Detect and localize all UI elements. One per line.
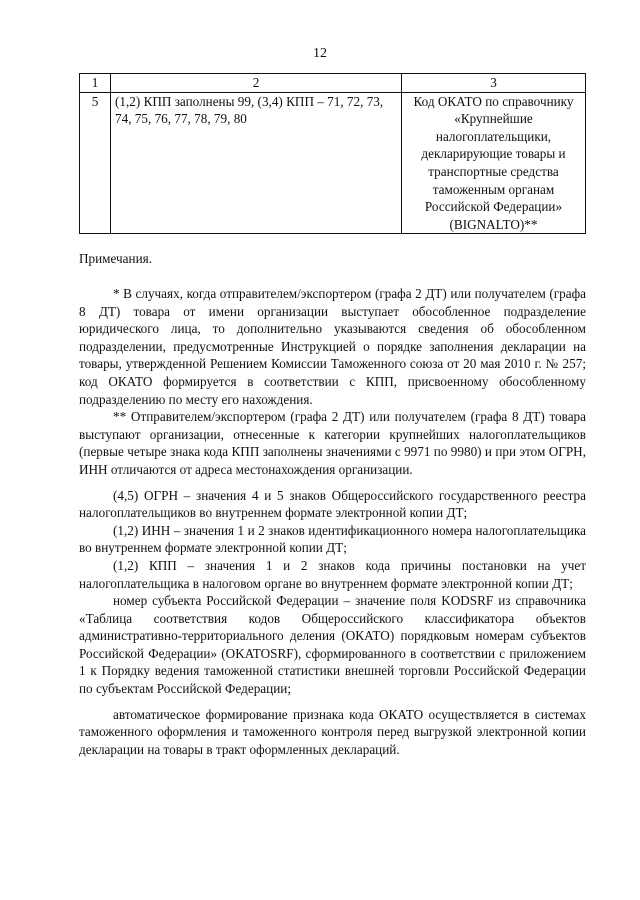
note-paragraph: номер субъекта Российской Федерации – значение поля KODSRF из справочника «Таблица соответствия кодов Общероссийского классификатора объектов административно-территориального деления (ОКАТО) порядковым номерам субъектов Российской Федерации» (OKATOSRF), сформированного в соответствии с приложением 1 к Порядку ведения таможенной статистики внешней торговли Российской Федерации по субъектам Российской Федерации; <box>79 593 586 697</box>
note-paragraph: автоматическое формирование признака кода ОКАТО осуществляется в системах таможенного оформления и таможенного контроля перед выгрузкой электронной копии декларации на товары в тракт оформленных деклараций. <box>79 706 586 757</box>
table-header-cell: 2 <box>111 74 402 93</box>
note-paragraph: ** Отправителем/экспортером (графа 2 ДТ) или получателем (графа 8 ДТ) товара выступают организации, отнесенные к категории крупнейших налогоплательщиков (первые четыре знака кода КПП заполнены значениями с 9971 по 9980) и при этом ОГРН, ИНН отличаются от адреса местонахождения организации. <box>79 409 586 477</box>
note-paragraph: * В случаях, когда отправителем/экспортером (графа 2 ДТ) или получателем (графа 8 ДТ) товара от имени организации выступает обособленное подразделение юридического лица, то дополнительно указываются сведения об обособленном подразделении, предусмотренные Инструкцией о порядке заполнения декларации на товары, утвержденной Решением Комиссии Таможенного союза от 20 мая 2010 г. № 257; код ОКАТО формируется в соответствии с КПП, присвоенному обособленному подразделению по месту его нахождения. <box>79 286 586 407</box>
note-paragraph: (1,2) КПП – значения 1 и 2 знаков кода причины постановки на учет налогоплательщика в налоговом органе во внутреннем формате электронной копии ДТ; <box>79 557 586 591</box>
notes-section <box>79 285 586 758</box>
kpp-condition-cell: (1,2) КПП заполнены 99, (3,4) КПП – 71, 72, 73, 74, 75, 76, 77, 78, 79, 80 <box>111 92 402 234</box>
table-header-row <box>80 74 586 93</box>
note-paragraph: (1,2) ИНН – значения 1 и 2 знаков идентификационного номера налогоплательщика во внутреннем формате электронной копии ДТ; <box>79 522 586 556</box>
notes-heading: Примечания. <box>79 251 153 266</box>
page-number: 12 <box>313 46 327 61</box>
table-header-cell: 1 <box>80 74 111 93</box>
okato-code-cell: Код ОКАТО по справочнику «Крупнейшие налогоплательщики, декларирующие товары и транспортные средства таможенным органам Российской Федерации» (BIGNALTO)** <box>402 92 586 234</box>
data-table <box>79 73 586 234</box>
note-paragraph: (4,5) ОГРН – значения 4 и 5 знаков Общероссийского государственного реестра налогоплательщиков во внутреннем формате электронной копии ДТ; <box>79 487 586 521</box>
table-header-cell: 3 <box>402 74 586 93</box>
table-row <box>80 92 586 234</box>
row-number-cell: 5 <box>80 92 111 234</box>
